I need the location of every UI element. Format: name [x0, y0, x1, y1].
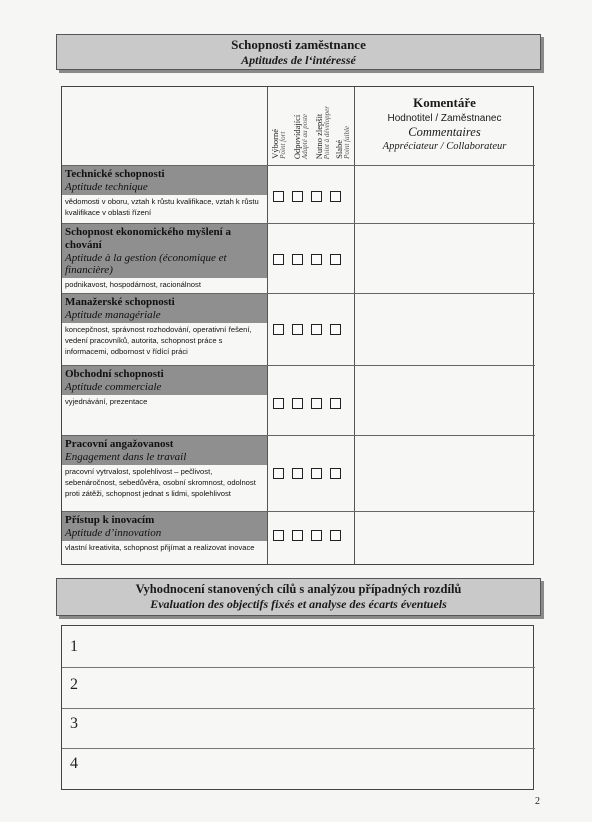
- rating-checkbox[interactable]: [273, 191, 284, 202]
- rating-checkbox[interactable]: [273, 324, 284, 335]
- rating-checkbox[interactable]: [311, 398, 322, 409]
- skill-description: vědomosti v oboru, vztah k růstu kvalifikace, vztah k růstu kvalifikace v oblasti řízení: [65, 197, 259, 217]
- skill-row-economic: [62, 224, 267, 291]
- rating-checkbox[interactable]: [292, 530, 303, 541]
- skill-title-cz: Manažerské schopnosti: [65, 296, 175, 308]
- skill-title-cz: Přístup k inovacím: [65, 514, 155, 526]
- rating-checkboxes: [273, 254, 353, 265]
- skill-row-innovation: [62, 512, 267, 554]
- skill-description: pracovní vytrvalost, spolehlivost – pečlivost, sebenáročnost, sebedůvěra, osobní skromnost, odolnost proti zátěži, schopnost jednat s lidmi, spolehlivost: [65, 467, 256, 498]
- evaluation-divider: [62, 708, 535, 709]
- skill-title-fr: Aptitude commerciale: [65, 381, 162, 393]
- aptitudes-table: [61, 86, 534, 565]
- evaluation-number: 2: [70, 676, 78, 693]
- skill-row-managerial: [62, 294, 267, 358]
- skill-title-cz: Schopnost ekonomického myšlení a chování: [65, 226, 231, 251]
- skill-title-fr: Aptitude managériale: [65, 309, 161, 321]
- rating-checkboxes: [273, 468, 353, 479]
- comments-header: [354, 95, 535, 152]
- page-number: 2: [535, 796, 540, 807]
- section-title-cz: Schopnosti zaměstnance: [231, 37, 366, 52]
- rating-checkbox[interactable]: [292, 468, 303, 479]
- rating-checkbox[interactable]: [330, 324, 341, 335]
- skill-row-engagement: [62, 436, 267, 500]
- rating-checkbox[interactable]: [311, 254, 322, 265]
- skill-description: podnikavost, hospodárnost, racionálnost: [65, 280, 201, 289]
- section-banner-aptitudes: [56, 34, 541, 70]
- skill-title-fr: Engagement dans le travail: [65, 451, 187, 463]
- skill-title-fr: Aptitude technique: [65, 181, 148, 193]
- section-title-fr: Aptitudes de l‘intéressé: [241, 53, 356, 67]
- rating-checkboxes: [273, 324, 353, 335]
- rating-checkbox[interactable]: [292, 324, 303, 335]
- skill-description: vlastní kreativita, schopnost přijímat a realizovat inovace: [65, 543, 255, 552]
- rating-checkboxes: [273, 530, 353, 541]
- skill-title-cz: Pracovní angažovanost: [65, 438, 174, 450]
- rating-headers: [267, 87, 354, 165]
- section-title-fr: Evaluation des objectifs fixés et analyse des écarts éventuels: [150, 597, 447, 611]
- rating-checkbox[interactable]: [292, 254, 303, 265]
- section-title-cz: Vyhodnocení stanovených cílů s analýzou případných rozdílů: [135, 582, 462, 596]
- rating-checkbox[interactable]: [292, 191, 303, 202]
- skill-row-commercial: [62, 366, 267, 408]
- evaluation-number: 1: [70, 638, 78, 655]
- rating-checkbox[interactable]: [273, 254, 284, 265]
- evaluation-number: 3: [70, 715, 78, 732]
- rating-checkbox[interactable]: [273, 468, 284, 479]
- rating-checkbox[interactable]: [330, 468, 341, 479]
- section-banner-evaluation: [56, 578, 541, 616]
- rating-checkbox[interactable]: [330, 398, 341, 409]
- evaluation-divider: [62, 667, 535, 668]
- rating-checkbox[interactable]: [330, 254, 341, 265]
- comments-subtitle-fr: Appréciateur / Collaborateur: [382, 141, 507, 152]
- rating-checkbox[interactable]: [311, 324, 322, 335]
- rating-checkbox[interactable]: [311, 530, 322, 541]
- rating-checkbox[interactable]: [273, 398, 284, 409]
- rating-header-improve: Nutno zlepšit Point à développer: [314, 105, 331, 159]
- comments-title: Komentáře: [413, 95, 476, 110]
- comments-title-fr: Commentaires: [408, 125, 481, 139]
- rating-checkbox[interactable]: [292, 398, 303, 409]
- skill-title-fr: Aptitude d’innovation: [65, 527, 162, 539]
- rating-checkbox[interactable]: [330, 191, 341, 202]
- skill-description: vyjednávání, prezentace: [65, 397, 148, 406]
- skill-title-cz: Technické schopnosti: [65, 168, 165, 180]
- evaluation-divider: [62, 748, 535, 749]
- rating-checkbox[interactable]: [311, 191, 322, 202]
- rating-header-weak: Slabé Point faible: [334, 126, 351, 159]
- rating-checkbox[interactable]: [273, 530, 284, 541]
- rating-header-adequate: Odpovídající Adapté au poste: [292, 113, 309, 159]
- skill-row-technical: [62, 166, 267, 219]
- rating-header-strong: Výborné Point fort: [270, 129, 287, 159]
- evaluation-box: [61, 625, 534, 790]
- skill-title-cz: Obchodní schopnosti: [65, 368, 164, 380]
- rating-checkboxes: [273, 191, 353, 202]
- rating-checkboxes: [273, 398, 353, 409]
- comments-subtitle: Hodnotitel / Zaměstnanec: [387, 113, 502, 124]
- evaluation-number: 4: [70, 755, 78, 772]
- rating-checkbox[interactable]: [330, 530, 341, 541]
- column-divider: [354, 87, 355, 564]
- skill-description: koncepčnost, správnost rozhodování, operativní řešení, vedení pracovníků, autorita, schopnost práce s informacemi, odbornost v řídící práci: [65, 325, 252, 356]
- rating-checkbox[interactable]: [311, 468, 322, 479]
- skill-title-fr: Aptitude à la gestion (économique et financière): [65, 252, 227, 276]
